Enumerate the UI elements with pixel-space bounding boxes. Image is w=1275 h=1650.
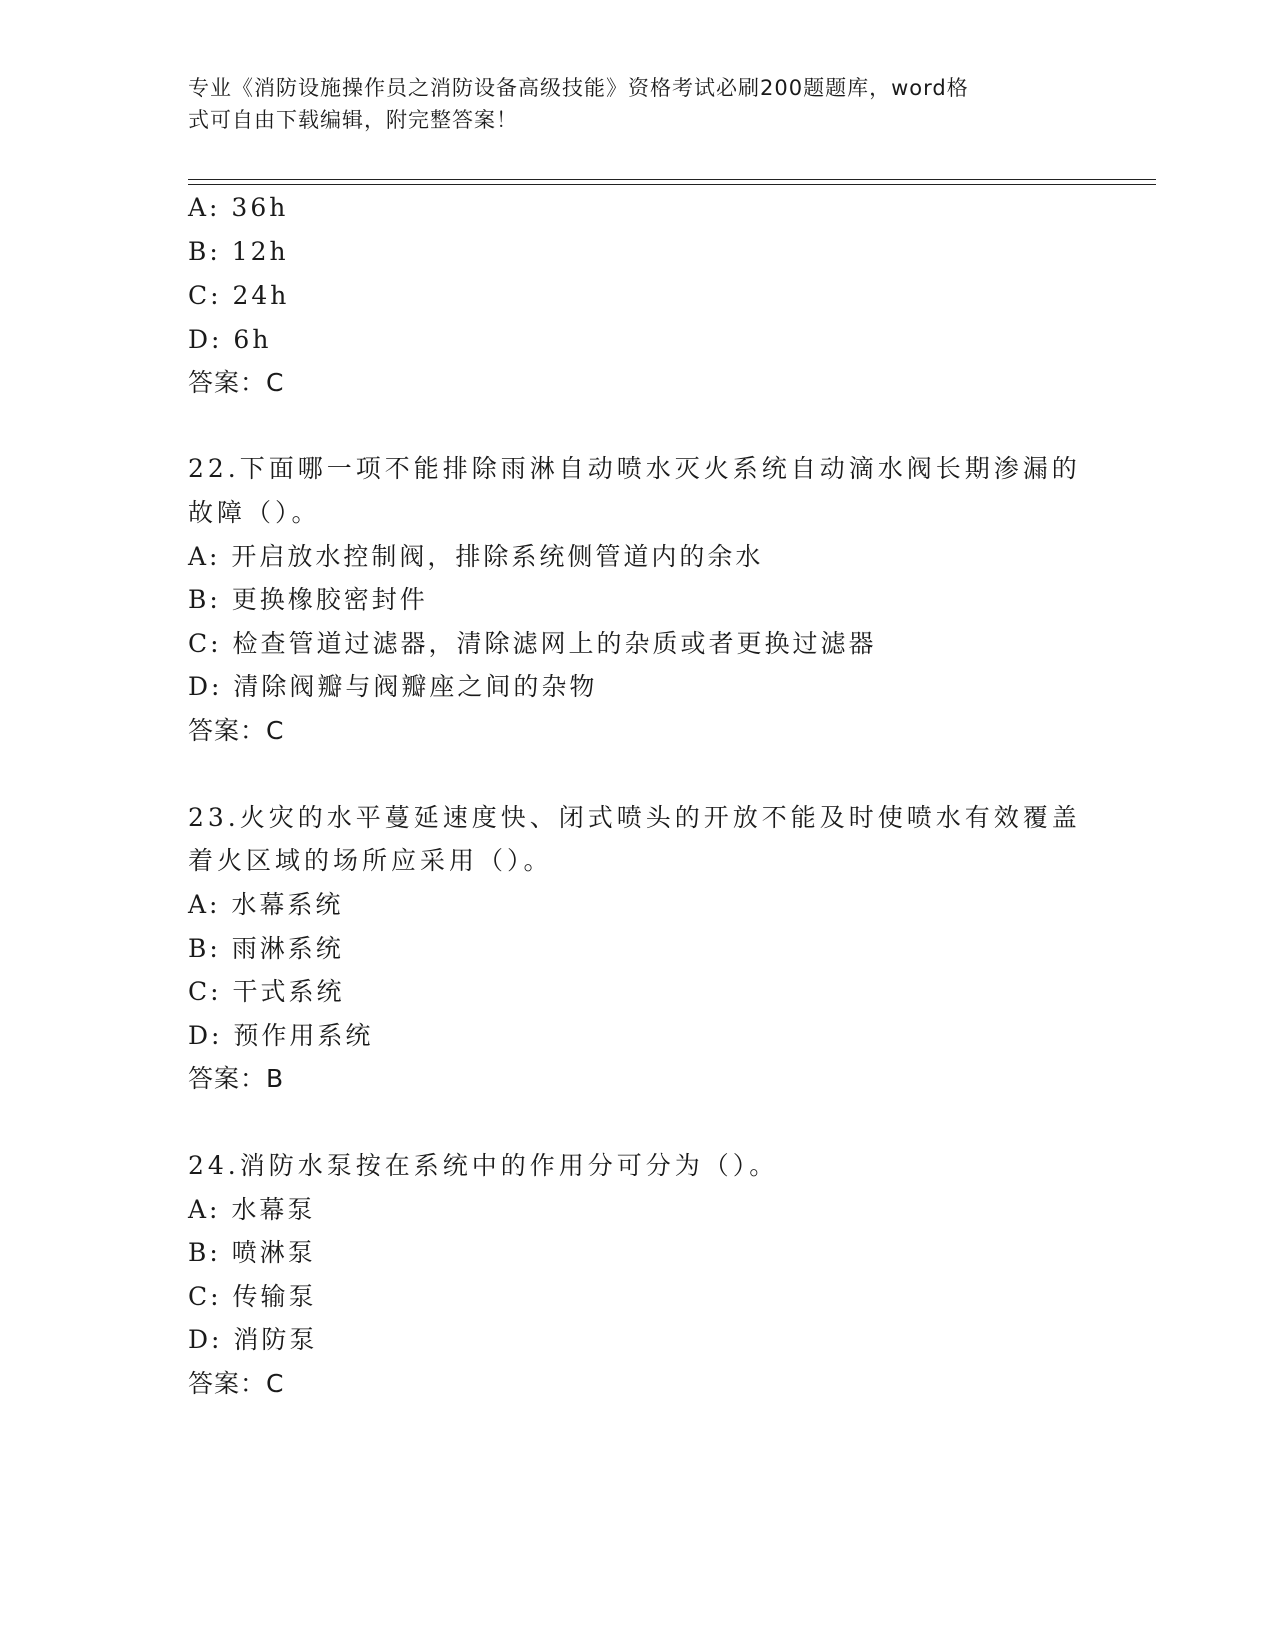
q23-answer: 答案：B bbox=[188, 1064, 285, 1093]
document-header bbox=[188, 72, 1078, 136]
q21-option-b: B: 12h bbox=[188, 237, 289, 266]
q22-option-d: D: 清除阀瓣与阀瓣座之间的杂物 bbox=[188, 672, 598, 701]
q24-option-d: D: 消防泵 bbox=[188, 1325, 318, 1354]
header-divider-bottom bbox=[188, 184, 1156, 185]
q24-option-b: B: 喷淋泵 bbox=[188, 1238, 316, 1267]
q23-stem-line-1: 23.火灾的水平蔓延速度快、闭式喷头的开放不能及时使喷水有效覆盖 bbox=[188, 803, 1081, 832]
header-divider-top bbox=[188, 179, 1156, 180]
q21-option-a: A: 36h bbox=[188, 193, 289, 222]
q24-answer: 答案：C bbox=[188, 1369, 285, 1398]
header-line-2: 式可自由下载编辑，附完整答案！ bbox=[188, 108, 518, 132]
q21-answer: 答案：C bbox=[188, 368, 285, 397]
q22-stem-line-2: 故障（）。 bbox=[188, 498, 321, 527]
q23-option-d: D: 预作用系统 bbox=[188, 1021, 374, 1050]
q24-option-a: A: 水幕泵 bbox=[188, 1195, 316, 1224]
q21-option-d: D: 6h bbox=[188, 325, 272, 354]
q22-answer: 答案：C bbox=[188, 716, 285, 745]
q22-stem-line-1: 22.下面哪一项不能排除雨淋自动喷水灭火系统自动滴水阀长期渗漏的 bbox=[188, 454, 1081, 483]
q24-stem-line-1: 24.消防水泵按在系统中的作用分可分为（）。 bbox=[188, 1151, 779, 1180]
q21-option-c: C: 24h bbox=[188, 281, 290, 310]
q22-option-b: B: 更换橡胶密封件 bbox=[188, 585, 428, 614]
q23-option-b: B: 雨淋系统 bbox=[188, 934, 344, 963]
q22-option-c: C: 检查管道过滤器，清除滤网上的杂质或者更换过滤器 bbox=[188, 629, 877, 658]
q23-option-c: C: 干式系统 bbox=[188, 977, 345, 1006]
q23-option-a: A: 水幕系统 bbox=[188, 890, 344, 919]
q24-option-c: C: 传输泵 bbox=[188, 1282, 317, 1311]
q23-stem-line-2: 着火区域的场所应采用（）。 bbox=[188, 846, 553, 875]
header-line-1: 专业《消防设施操作员之消防设备高级技能》资格考试必刷200题题库，word格 bbox=[188, 76, 969, 100]
q22-option-a: A: 开启放水控制阀，排除系统侧管道内的余水 bbox=[188, 542, 764, 571]
